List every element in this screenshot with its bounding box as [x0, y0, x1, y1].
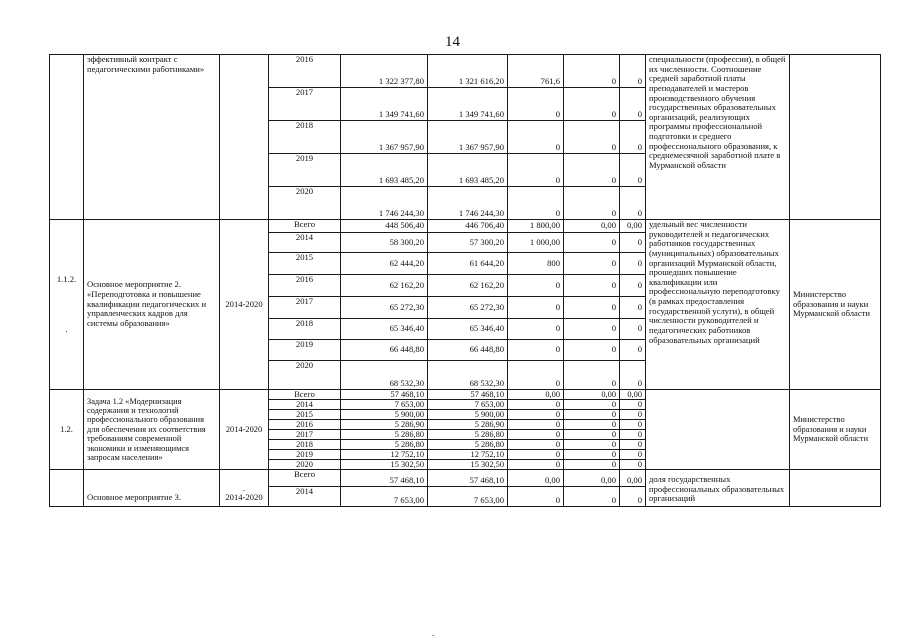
regional-value: 57 468,10	[428, 390, 508, 400]
other-value: 0	[620, 450, 646, 460]
federal-value: 1 800,00	[508, 220, 564, 233]
year-cell: 2018	[269, 319, 341, 340]
federal-value: 0,00	[508, 470, 564, 487]
federal-value: 0	[508, 487, 564, 507]
federal-value: 0	[508, 420, 564, 430]
federal-value: 0	[508, 450, 564, 460]
other-value: 0	[620, 400, 646, 410]
indicator-cell	[646, 390, 790, 470]
activity-period: 2014-2020	[220, 220, 269, 390]
total-value: 5 286,90	[341, 420, 428, 430]
other-value: 0	[620, 187, 646, 220]
margin-mark: .	[65, 323, 68, 334]
executor-text: Министерство образования и науки Мурманской области	[790, 220, 881, 390]
activity-period-cell	[220, 470, 269, 507]
activity-period: 2014-2020	[220, 390, 269, 470]
federal-value: 0	[508, 297, 564, 319]
year-cell: 2019	[269, 450, 341, 460]
activity-name: Основное мероприятие 3.	[84, 470, 220, 507]
other-value: 0	[620, 319, 646, 340]
indicator-text: доля государственных профессиональных образовательных организаций	[646, 470, 790, 507]
total-value: 7 653,00	[341, 487, 428, 507]
activity-code: 1.2.	[50, 390, 84, 470]
regional-value: 446 706,40	[428, 220, 508, 233]
federal-value: 0	[508, 275, 564, 297]
table-row	[50, 470, 881, 487]
year-cell: Всего	[269, 220, 341, 233]
period-cell	[220, 55, 269, 220]
local-value: 0	[564, 187, 620, 220]
federal-value: 0	[508, 460, 564, 470]
activity-code	[50, 220, 84, 390]
other-value: 0	[620, 487, 646, 507]
local-value: 0	[564, 55, 620, 88]
indicator-text: специальности (профессии), в общей их численности. Соотношение средней заработной платы преподавателей и мастеров производственного обучения государственных образовательных организаций, реализующих программы профессиональной подготовки и среднего профессионального образования, к среднемесячной заработной плате в Мурманской области	[646, 55, 790, 220]
year-cell: 2017	[269, 297, 341, 319]
executor-text: Министерство образования и науки Мурманской области	[790, 390, 881, 470]
year-cell: 2018	[269, 440, 341, 450]
margin-mark: .	[242, 482, 246, 493]
program-funding-table	[49, 54, 881, 507]
year-cell: 2016	[269, 275, 341, 297]
regional-value: 61 644,20	[428, 253, 508, 275]
total-value: 66 448,80	[341, 340, 428, 361]
federal-value: 0	[508, 187, 564, 220]
year-cell: 2014	[269, 487, 341, 507]
federal-value: 1 000,00	[508, 233, 564, 253]
year-cell: 2015	[269, 253, 341, 275]
total-value: 5 900,00	[341, 410, 428, 420]
year-cell: 2020	[269, 361, 341, 390]
total-value: 12 752,10	[341, 450, 428, 460]
local-value: 0	[564, 319, 620, 340]
local-value: 0	[564, 400, 620, 410]
local-value: 0	[564, 154, 620, 187]
other-value: 0	[620, 55, 646, 88]
year-cell: 2018	[269, 121, 341, 154]
year-cell: 2014	[269, 400, 341, 410]
other-value: 0	[620, 440, 646, 450]
indicator-text: удельный вес численности руководителей и педагогических работников государственных (муниципальных) образовательных организаций Мурманской области, прошедших повышение квалификации или профессиональную переподготовку (в рамках предоставления государственной услуги), в общей численности руководителей и педагогических работников образовательных организаций	[646, 220, 790, 390]
year-cell: Всего	[269, 390, 341, 400]
activity-name: Основное мероприятие 2. «Переподготовка и повышение квалификации педагогических и управленческих кадров для системы образования»	[84, 220, 220, 390]
year-cell: 2020	[269, 460, 341, 470]
total-value: 65 346,40	[341, 319, 428, 340]
total-value: 1 367 957,90	[341, 121, 428, 154]
local-value: 0	[564, 450, 620, 460]
year-cell: 2019	[269, 154, 341, 187]
regional-value: 68 532,30	[428, 361, 508, 390]
executor-cell	[790, 470, 881, 507]
total-value: 5 286,80	[341, 440, 428, 450]
other-value: 0	[620, 410, 646, 420]
other-value: 0	[620, 460, 646, 470]
year-cell: 2016	[269, 55, 341, 88]
total-value: 62 162,20	[341, 275, 428, 297]
page-number: 14	[445, 34, 460, 50]
regional-value: 12 752,10	[428, 450, 508, 460]
other-value: 0,00	[620, 470, 646, 487]
total-value: 1 322 377,80	[341, 55, 428, 88]
total-value: 448 506,40	[341, 220, 428, 233]
total-value: 1 746 244,30	[341, 187, 428, 220]
regional-value: 5 286,90	[428, 420, 508, 430]
year-cell: Всего	[269, 470, 341, 487]
local-value: 0	[564, 121, 620, 154]
year-cell: 2020	[269, 187, 341, 220]
other-value: 0	[620, 297, 646, 319]
total-value: 58 300,20	[341, 233, 428, 253]
table-row	[50, 220, 881, 233]
footer-mark: .	[432, 628, 435, 638]
federal-value: 0	[508, 340, 564, 361]
executor-cell	[790, 55, 881, 220]
year-cell: 2017	[269, 88, 341, 121]
regional-value: 65 346,40	[428, 319, 508, 340]
local-value: 0	[564, 340, 620, 361]
local-value: 0	[564, 275, 620, 297]
local-value: 0	[564, 88, 620, 121]
other-value: 0	[620, 275, 646, 297]
regional-value: 1 693 485,20	[428, 154, 508, 187]
code-cell	[50, 55, 84, 220]
table-row	[50, 390, 881, 400]
local-value: 0	[564, 460, 620, 470]
local-value: 0	[564, 410, 620, 420]
federal-value: 800	[508, 253, 564, 275]
regional-value: 5 286,80	[428, 440, 508, 450]
local-value: 0	[564, 430, 620, 440]
total-value: 7 653,00	[341, 400, 428, 410]
local-value: 0	[564, 361, 620, 390]
local-value: 0	[564, 253, 620, 275]
other-value: 0	[620, 340, 646, 361]
federal-value: 0	[508, 88, 564, 121]
federal-value: 0	[508, 430, 564, 440]
federal-value: 0	[508, 154, 564, 187]
year-cell: 2014	[269, 233, 341, 253]
regional-value: 57 468,10	[428, 470, 508, 487]
other-value: 0	[620, 233, 646, 253]
regional-value: 57 300,20	[428, 233, 508, 253]
local-value: 0	[564, 233, 620, 253]
federal-value: 761,6	[508, 55, 564, 88]
other-value: 0	[620, 253, 646, 275]
regional-value: 5 286,80	[428, 430, 508, 440]
regional-value: 1 746 244,30	[428, 187, 508, 220]
regional-value: 7 653,00	[428, 400, 508, 410]
federal-value: 0	[508, 361, 564, 390]
regional-value: 1 349 741,60	[428, 88, 508, 121]
regional-value: 15 302,50	[428, 460, 508, 470]
federal-value: 0	[508, 400, 564, 410]
activity-period: 2014-2020	[225, 492, 263, 503]
year-cell: 2016	[269, 420, 341, 430]
code-cell	[50, 470, 84, 507]
local-value: 0	[564, 440, 620, 450]
regional-value: 66 448,80	[428, 340, 508, 361]
total-value: 57 468,10	[341, 470, 428, 487]
total-value: 5 286,80	[341, 430, 428, 440]
regional-value: 5 900,00	[428, 410, 508, 420]
activity-code-text: 1.1.2.	[56, 273, 77, 284]
regional-value: 65 272,30	[428, 297, 508, 319]
local-value: 0	[564, 420, 620, 430]
local-value: 0,00	[564, 390, 620, 400]
activity-name: эффективный контракт с педагогическими работниками»	[84, 55, 220, 220]
total-value: 68 532,30	[341, 361, 428, 390]
regional-value: 62 162,20	[428, 275, 508, 297]
other-value: 0	[620, 88, 646, 121]
local-value: 0,00	[564, 470, 620, 487]
regional-value: 1 367 957,90	[428, 121, 508, 154]
total-value: 62 444,20	[341, 253, 428, 275]
year-cell: 2019	[269, 340, 341, 361]
federal-value: 0	[508, 440, 564, 450]
year-cell: 2017	[269, 430, 341, 440]
table-row	[50, 55, 881, 88]
regional-value: 7 653,00	[428, 487, 508, 507]
federal-value: 0,00	[508, 390, 564, 400]
local-value: 0,00	[564, 220, 620, 233]
other-value: 0,00	[620, 220, 646, 233]
total-value: 65 272,30	[341, 297, 428, 319]
total-value: 57 468,10	[341, 390, 428, 400]
activity-name: Задача 1.2 «Модернизация содержания и технологий профессионального образования для обеспечения их соответствия требованиям современной экономики и изменяющимся запросам населения»	[84, 390, 220, 470]
total-value: 1 349 741,60	[341, 88, 428, 121]
total-value: 15 302,50	[341, 460, 428, 470]
local-value: 0	[564, 297, 620, 319]
federal-value: 0	[508, 121, 564, 154]
other-value: 0	[620, 121, 646, 154]
year-cell: 2015	[269, 410, 341, 420]
total-value: 1 693 485,20	[341, 154, 428, 187]
local-value: 0	[564, 487, 620, 507]
regional-value: 1 321 616,20	[428, 55, 508, 88]
other-value: 0,00	[620, 390, 646, 400]
other-value: 0	[620, 154, 646, 187]
other-value: 0	[620, 420, 646, 430]
other-value: 0	[620, 430, 646, 440]
federal-value: 0	[508, 410, 564, 420]
federal-value: 0	[508, 319, 564, 340]
other-value: 0	[620, 361, 646, 390]
